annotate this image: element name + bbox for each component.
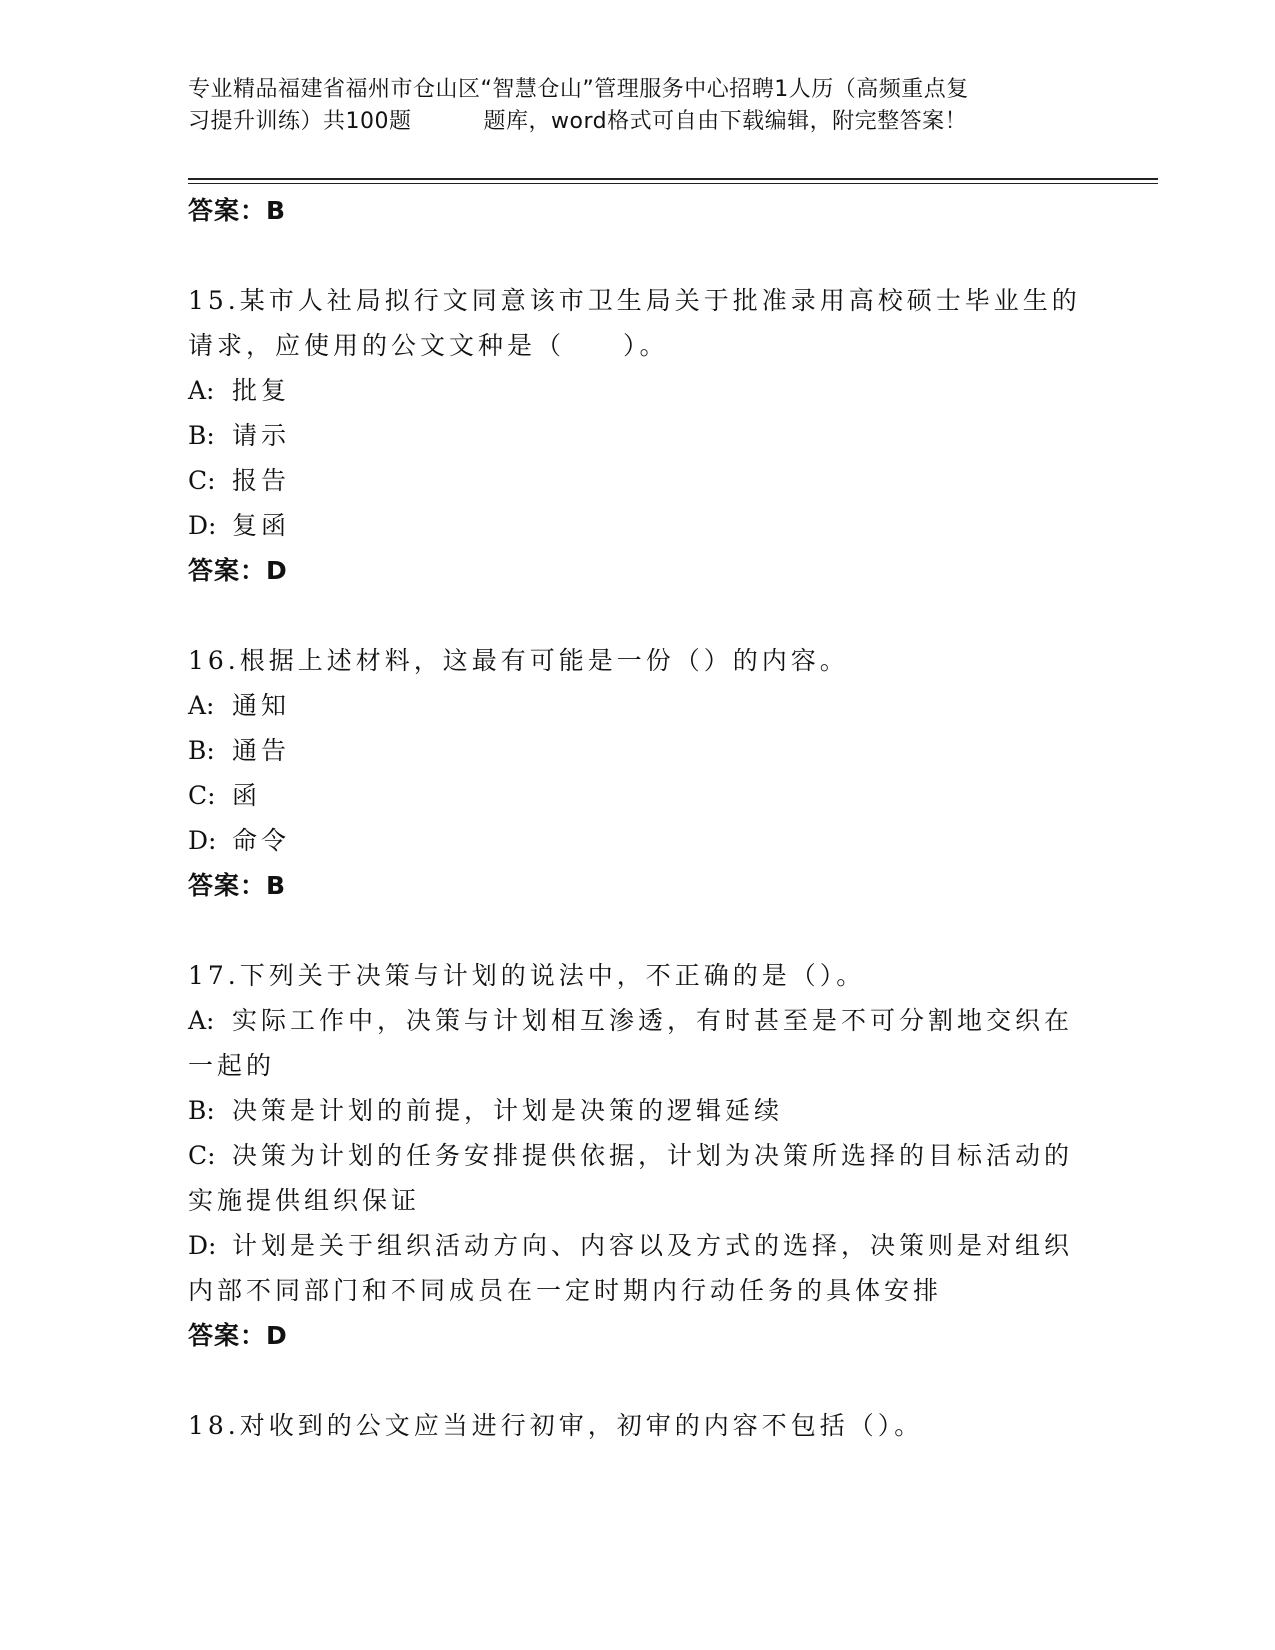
header-divider-thin xyxy=(188,183,1158,184)
option-line xyxy=(188,1223,1088,1268)
option-label: A: xyxy=(188,1006,215,1035)
answer-line xyxy=(188,548,1088,593)
question-spacer xyxy=(188,1358,1088,1403)
option-text: 决策为计划的任务安排提供依据，计划为决策所选择的目标活动的 xyxy=(232,1141,1074,1170)
option-line xyxy=(188,1043,1088,1088)
answer-value: B xyxy=(266,871,287,900)
option-text: 一起的 xyxy=(188,1051,276,1080)
question-spacer xyxy=(188,233,1088,278)
option-label: C: xyxy=(188,781,216,810)
question-block xyxy=(188,638,1088,908)
option-line xyxy=(188,1088,1088,1133)
option-line xyxy=(188,1178,1088,1223)
answer-line xyxy=(188,863,1088,908)
option-line xyxy=(188,458,1088,503)
answer-value: B xyxy=(266,196,287,225)
option-line xyxy=(188,818,1088,863)
answer-prefix: 答案： xyxy=(188,871,267,900)
option-label: D: xyxy=(188,511,217,540)
option-text: 命令 xyxy=(232,826,291,855)
answer-prefix: 答案： xyxy=(188,556,267,585)
option-text: 实际工作中，决策与计划相互渗透，有时甚至是不可分割地交织在 xyxy=(232,1006,1074,1035)
option-label: B: xyxy=(188,421,215,450)
option-text: 决策是计划的前提，计划是决策的逻辑延续 xyxy=(232,1096,784,1125)
option-text: 报告 xyxy=(232,466,291,495)
answer-prefix: 答案： xyxy=(188,1321,267,1350)
header-divider-thick xyxy=(188,178,1158,180)
option-line xyxy=(188,368,1088,413)
question-text: 17.下列关于决策与计划的说法中，不正确的是（）。 xyxy=(188,961,866,990)
header-line-1: 专业精品福建省福州市仓山区“智慧仓山”管理服务中心招聘1人历（高频重点复 xyxy=(188,77,969,102)
question-block xyxy=(188,278,1088,593)
header-line-2a: 习提升训练）共100题 xyxy=(188,109,412,134)
option-text: 内部不同部门和不同成员在一定时期内行动任务的具体安排 xyxy=(188,1276,943,1305)
question-text: 18.对收到的公文应当进行初审，初审的内容不包括（）。 xyxy=(188,1411,924,1440)
option-label: B: xyxy=(188,1096,215,1125)
option-label: D: xyxy=(188,826,217,855)
option-line xyxy=(188,1133,1088,1178)
page-header xyxy=(188,74,1088,138)
option-text: 批复 xyxy=(232,376,291,405)
option-text: 函 xyxy=(232,781,262,810)
option-line xyxy=(188,683,1088,728)
option-line xyxy=(188,503,1088,548)
question-text: 15.某市人社局拟行文同意该市卫生局关于批准录用高校硕士毕业生的 xyxy=(188,286,1081,315)
question-list xyxy=(188,188,1088,1448)
question-text: 16.根据上述材料，这最有可能是一份（）的内容。 xyxy=(188,646,849,675)
option-text: 通知 xyxy=(232,691,291,720)
question-text: 请求，应使用的公文文种是（ ）。 xyxy=(188,331,669,360)
question-spacer xyxy=(188,593,1088,638)
option-label: A: xyxy=(188,691,215,720)
option-label: D: xyxy=(188,1231,217,1260)
option-line xyxy=(188,1268,1088,1313)
header-line-2b: 题库，word格式可自由下载编辑，附完整答案！ xyxy=(483,109,968,134)
answer-prefix: 答案： xyxy=(188,196,267,225)
answer-line xyxy=(188,1313,1088,1358)
option-line xyxy=(188,773,1088,818)
option-text: 请示 xyxy=(232,421,291,450)
question-spacer xyxy=(188,908,1088,953)
question-block xyxy=(188,1403,1088,1448)
option-label: C: xyxy=(188,1141,216,1170)
option-label: A: xyxy=(188,376,215,405)
option-text: 计划是关于组织活动方向、内容以及方式的选择，决策则是对组织 xyxy=(232,1231,1074,1260)
answer-value: D xyxy=(266,556,288,585)
header-line-2 xyxy=(188,106,1088,138)
option-line xyxy=(188,413,1088,458)
option-label: B: xyxy=(188,736,215,765)
option-text: 通告 xyxy=(232,736,291,765)
option-line xyxy=(188,728,1088,773)
option-text: 复函 xyxy=(232,511,291,540)
answer-value: D xyxy=(266,1321,288,1350)
question-block xyxy=(188,953,1088,1358)
answer-line xyxy=(188,188,1088,233)
option-label: C: xyxy=(188,466,216,495)
option-line xyxy=(188,998,1088,1043)
option-text: 实施提供组织保证 xyxy=(188,1186,421,1215)
